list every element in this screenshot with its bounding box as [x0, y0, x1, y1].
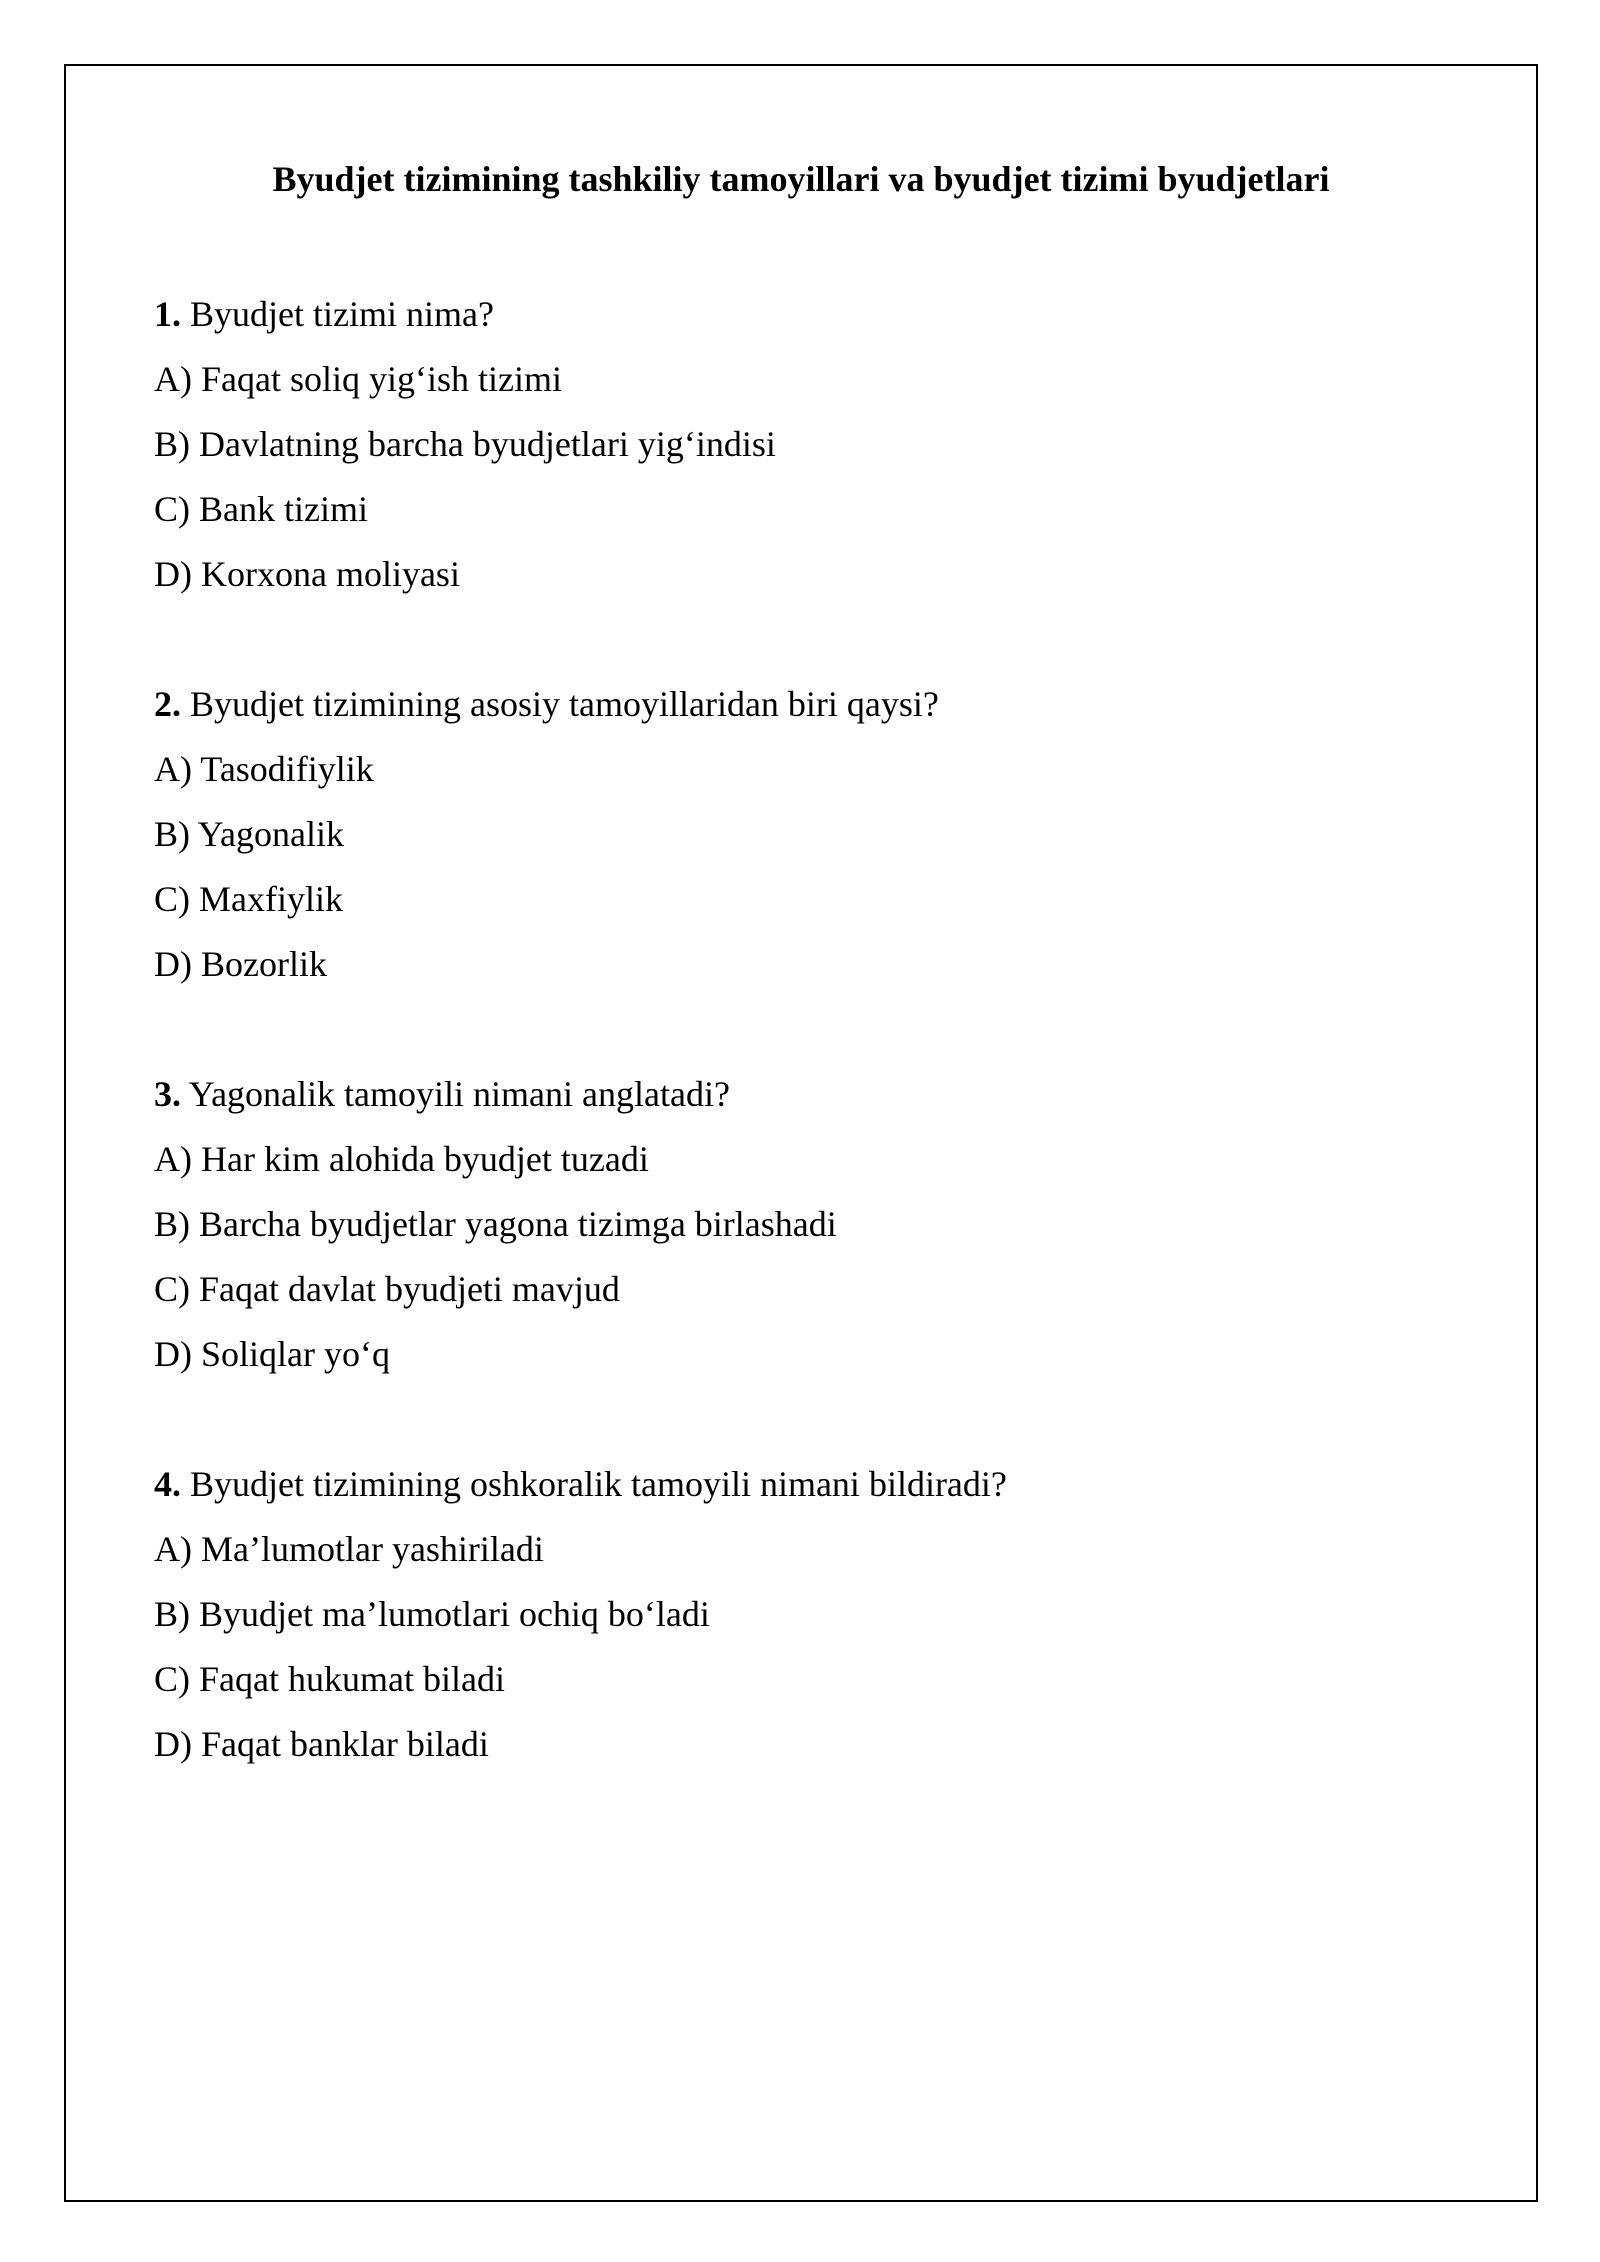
- question-3: [154, 1062, 1454, 1387]
- question-prompt: Yagonalik tamoyili nimani anglatadi?: [188, 1074, 730, 1114]
- question-number: 3.: [154, 1074, 181, 1114]
- question-4-text: [154, 1452, 1454, 1517]
- question-prompt: Byudjet tizimining asosiy tamoyillaridan biri qaysi?: [190, 684, 939, 724]
- question-1-text: [154, 282, 1454, 347]
- option-a: A) Faqat soliq yig‘ish tizimi: [154, 359, 562, 399]
- option-a: A) Har kim alohida byudjet tuzadi: [154, 1139, 649, 1179]
- option-b: B) Byudjet ma’lumotlari ochiq bo‘ladi: [154, 1594, 710, 1634]
- option-c: C) Faqat davlat byudjeti mavjud: [154, 1269, 620, 1309]
- option-c: C) Faqat hukumat biladi: [154, 1659, 505, 1699]
- question-3-text: [154, 1062, 1454, 1127]
- option-c: C) Bank tizimi: [154, 489, 368, 529]
- option-a: A) Ma’lumotlar yashiriladi: [154, 1529, 544, 1569]
- question-2: [154, 672, 1454, 997]
- question-prompt: Byudjet tizimi nima?: [190, 294, 494, 334]
- option-d: D) Soliqlar yo‘q: [154, 1334, 390, 1374]
- page-border: [64, 64, 1538, 2202]
- question-number: 1.: [154, 294, 181, 334]
- option-b: B) Barcha byudjetlar yagona tizimga birlashadi: [154, 1204, 837, 1244]
- question-2-text: [154, 672, 1454, 737]
- question-list: [154, 282, 1454, 1842]
- option-b: B) Davlatning barcha byudjetlari yig‘indisi: [154, 424, 776, 464]
- option-d: D) Faqat banklar biladi: [154, 1724, 489, 1764]
- option-c: C) Maxfiylik: [154, 879, 343, 919]
- question-4: [154, 1452, 1454, 1777]
- option-d: D) Bozorlik: [154, 944, 327, 984]
- question-number: 2.: [154, 684, 181, 724]
- option-a: A) Tasodifiylik: [154, 749, 374, 789]
- option-d: D) Korxona moliyasi: [154, 554, 460, 594]
- option-b: B) Yagonalik: [154, 814, 345, 854]
- document-title: Byudjet tizimining tashkiliy tamoyillari va byudjet tizimi byudjetlari: [272, 159, 1330, 199]
- question-prompt: Byudjet tizimining oshkoralik tamoyili nimani bildiradi?: [190, 1464, 1007, 1504]
- question-number: 4.: [154, 1464, 181, 1504]
- question-1: [154, 282, 1454, 607]
